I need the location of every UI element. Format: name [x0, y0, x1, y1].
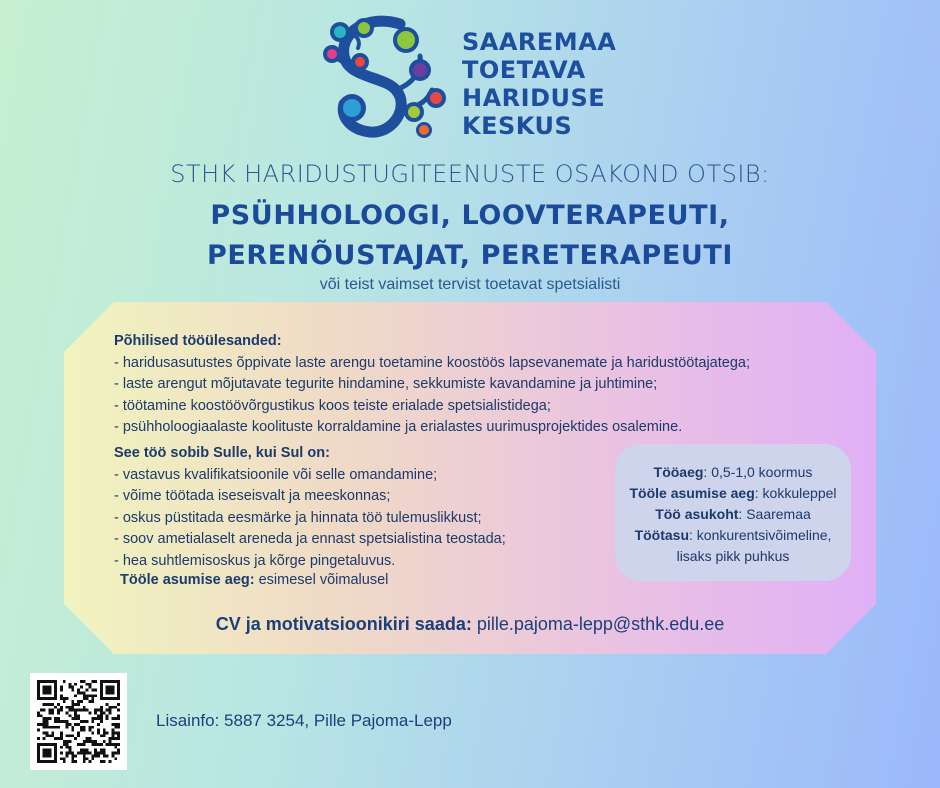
contact-info: Lisainfo: 5887 3254, Pille Pajoma-Lepp	[156, 711, 452, 730]
list-item: - laste arengut mõjutavate tegurite hindamine, sekkumiste kavandamine ja juhtimine;	[114, 376, 658, 392]
list-item: - soov ametialaselt areneda ja ennast spetsialistina teostada;	[114, 531, 506, 547]
cv-label: CV ja motivatsioonikiri saada:	[215, 614, 472, 634]
requirements-section	[114, 443, 614, 572]
positions-line: PSÜHHOLOOGI, LOOVTERAPEUTI,	[210, 200, 730, 231]
logo-wordmark	[462, 28, 616, 140]
list-item: - haridusasutustes õppivate laste arengu toetamine koostöös lapsevanemate ja haridustöötajatega;	[114, 354, 750, 371]
start-time-label: Tööle asumise aeg:	[120, 572, 255, 588]
list-item: - võime töötada iseseisvalt ja meeskonnas;	[114, 488, 391, 504]
start-time	[120, 572, 388, 588]
cv-instructions	[0, 614, 940, 635]
list-item: - töötamine koostöövõrgustikus koos teiste erialade spetsialistidega;	[114, 397, 551, 414]
location-row	[615, 504, 851, 525]
subtitle: või teist vaimset tervist toetavat spetsialisti	[319, 276, 621, 293]
salary-extra: lisaks pikk puhkus	[676, 548, 790, 564]
list-item: - hea suhtlemisoskus ja kõrge pingetaluvus.	[114, 552, 396, 569]
worktime-value: : 0,5-1,0 koormus	[703, 464, 813, 480]
requirements-heading: See töö sobib Sulle, kui Sul on:	[114, 445, 330, 461]
logo-line: HARIDUSE	[462, 84, 606, 112]
logo	[322, 12, 622, 142]
list-item: - oskus püstitada eesmärke ja hinnata töö tulemuslikkust;	[114, 509, 482, 526]
qr-code[interactable]	[30, 673, 127, 770]
qr-code-icon	[37, 680, 120, 763]
department-heading: STHK HARIDUSTUGITEENUSTE OSAKOND OTSIB:	[170, 160, 770, 188]
logo-line: KESKUS	[462, 112, 573, 140]
start-label: Tööle asumise aeg	[629, 485, 755, 501]
positions-title	[0, 196, 940, 276]
logo-line: SAAREMAA	[462, 28, 617, 56]
salary-row	[615, 525, 851, 546]
list-item: - vastavus kvalifikatsioonile või selle omandamine;	[114, 466, 438, 483]
job-info-box	[615, 444, 851, 581]
positions-line: PERENÕUSTAJAT, PERETERAPEUTI	[206, 240, 734, 271]
logo-emblem-icon	[322, 12, 452, 142]
start-row	[615, 483, 851, 504]
tasks-section	[114, 331, 874, 439]
tasks-heading: Põhilised tööülesanded:	[114, 333, 282, 349]
list-item: - psühholoogiaalaste koolituste korraldamine ja erialastes uurimusprojektides osalemine.	[114, 419, 683, 435]
salary-value: : konkurentsivõimeline,	[689, 527, 832, 543]
worktime-row	[615, 462, 851, 483]
start-time-value: esimesel võimalusel	[254, 572, 389, 588]
cv-email-link[interactable]: pille.pajoma-lepp@sthk.edu.ee	[471, 614, 725, 634]
worktime-label: Tööaeg	[653, 464, 704, 480]
start-value: : kokkuleppel	[754, 485, 837, 501]
location-label: Töö asukoht	[655, 506, 739, 522]
salary-label: Töötasu	[634, 527, 690, 543]
logo-line: TOETAVA	[462, 56, 586, 84]
location-value: : Saaremaa	[738, 506, 811, 522]
